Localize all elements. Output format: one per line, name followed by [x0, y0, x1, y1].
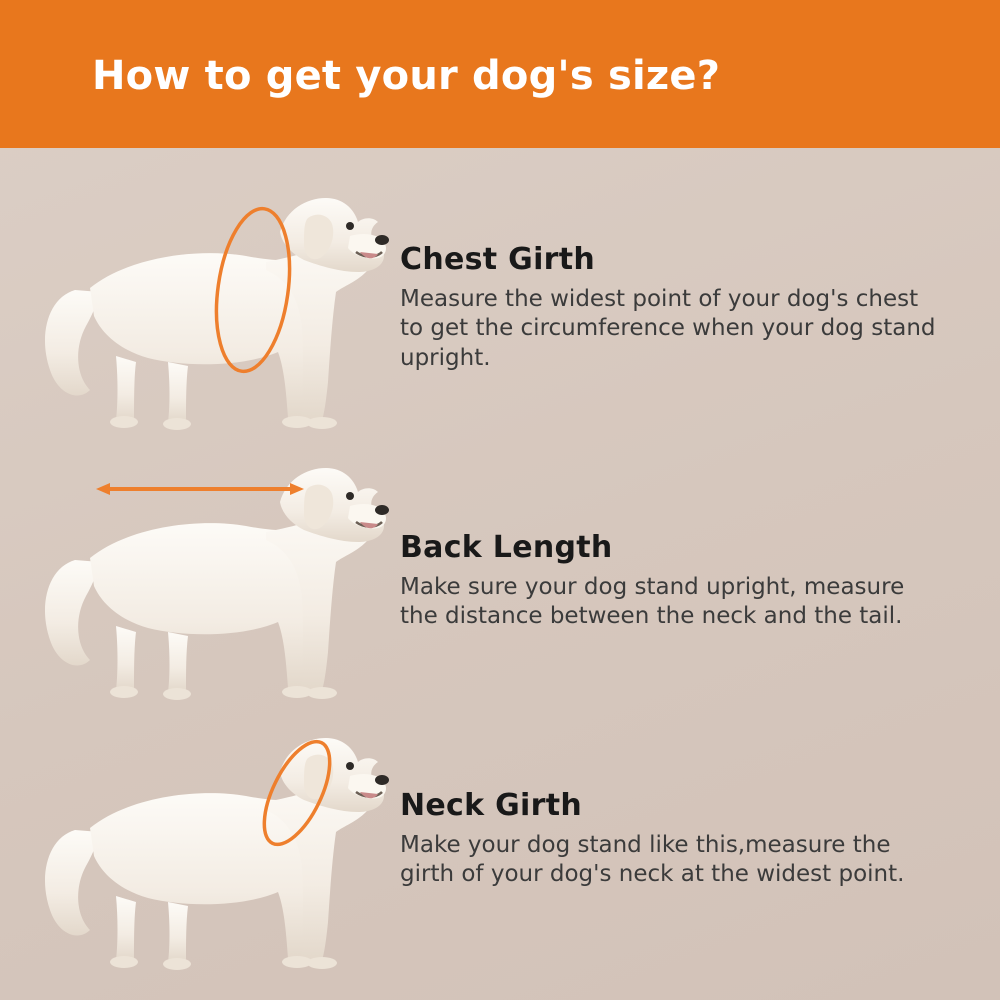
text-block-chest: [400, 160, 960, 373]
text-block-neck: [400, 700, 960, 890]
section-chest-girth: [0, 160, 960, 450]
section-neck-girth: [0, 700, 960, 990]
dog-image-icon: [20, 170, 390, 450]
dog-illustration-back: [0, 430, 400, 720]
body-back-length: Make sure your dog stand upright, measure the distance between the neck and the tail.: [400, 574, 905, 630]
heading-back-length: Back Length: [400, 530, 613, 565]
header-banner: [0, 0, 1000, 148]
heading-chest-girth: Chest Girth: [400, 242, 596, 277]
body-chest-girth: Measure the widest point of your dog's chest to get the circumference when your dog stand upright.: [400, 286, 936, 371]
text-block-back: [400, 430, 960, 632]
heading-neck-girth: Neck Girth: [400, 788, 583, 823]
page-title: How to get your dog's size?: [92, 53, 721, 99]
dog-image-icon: [20, 710, 390, 990]
body-neck-girth: Make your dog stand like this,measure the girth of your dog's neck at the widest point.: [400, 832, 905, 888]
dog-illustration-chest: [0, 160, 400, 450]
section-back-length: [0, 430, 960, 720]
dog-illustration-neck: [0, 700, 400, 990]
dog-image-icon: [20, 440, 390, 720]
